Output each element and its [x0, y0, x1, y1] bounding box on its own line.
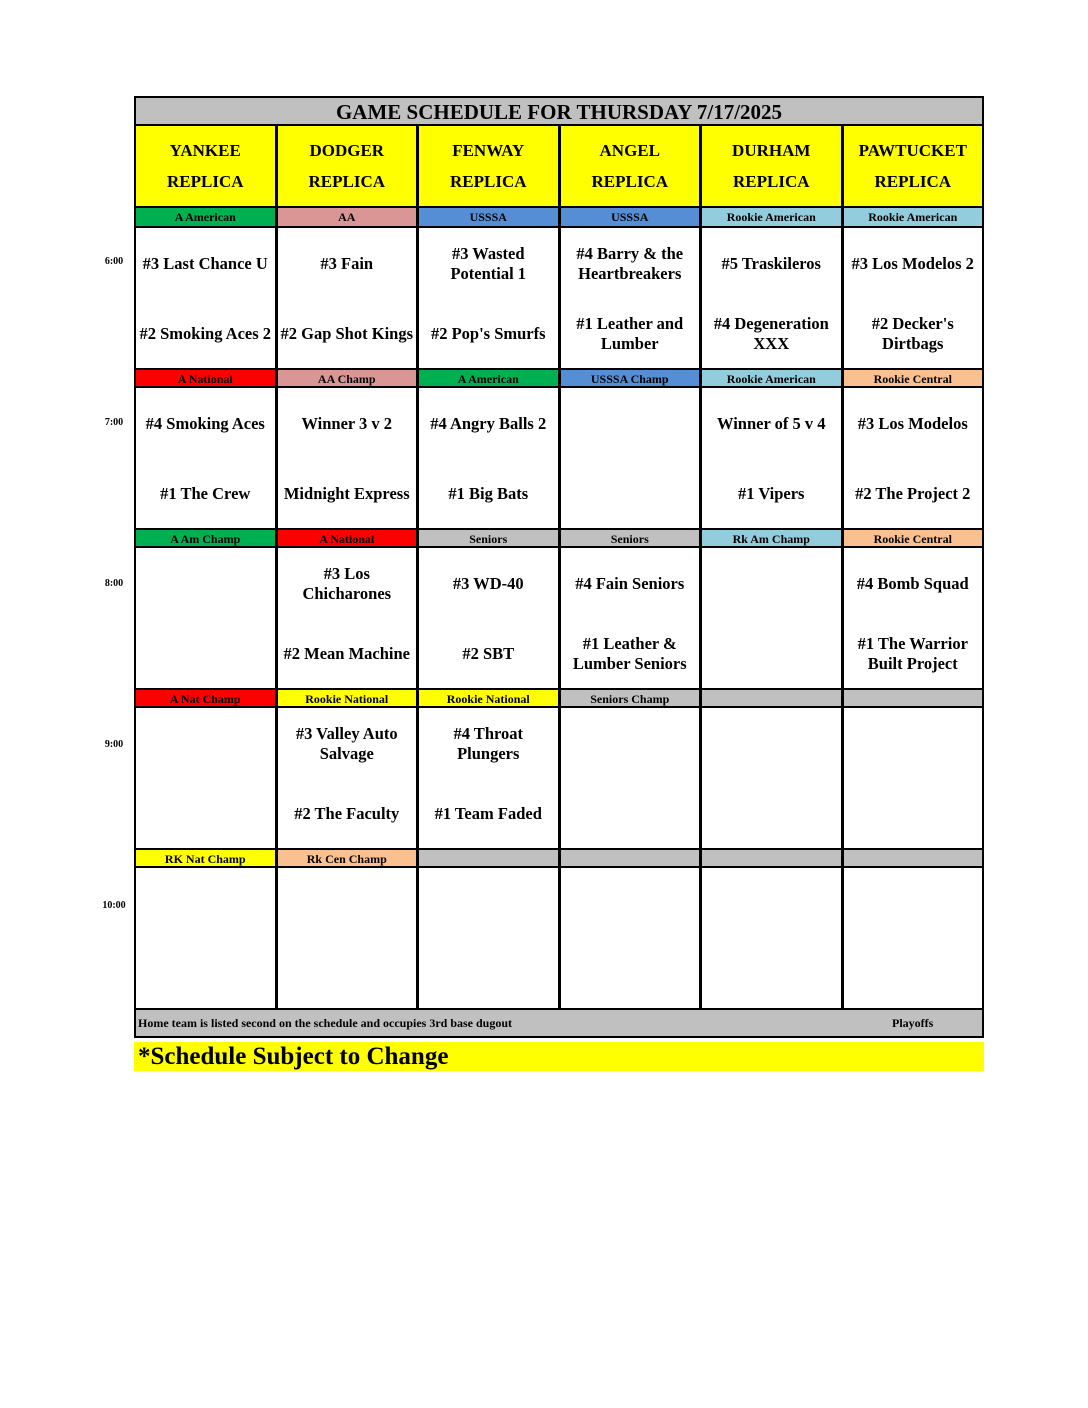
time-label: 7:00 [104, 417, 124, 428]
division-label: Rk Am Champ [702, 530, 844, 546]
away-team: #4 Bomb Squad [856, 574, 969, 593]
division-label: A American [419, 370, 561, 386]
division-label-row [136, 528, 982, 548]
home-team: #2 Smoking Aces 2 [139, 324, 272, 343]
field-subtitle: REPLICA [591, 172, 668, 191]
time-slots [136, 208, 982, 1008]
home-team [704, 792, 839, 836]
home-team: #2 The Project 2 [855, 484, 971, 503]
game-cell [419, 708, 561, 848]
game-cell [844, 868, 983, 1008]
division-label: Rk Cen Champ [278, 850, 420, 866]
away-team: Winner of 5 v 4 [717, 414, 826, 433]
field-header-3 [561, 126, 703, 206]
away-team: Winner 3 v 2 [301, 414, 393, 433]
time-label: 6:00 [104, 256, 124, 267]
home-team [563, 952, 698, 996]
home-team: #2 Pop's Smurfs [430, 324, 546, 343]
games-row [136, 548, 982, 688]
game-cell [702, 708, 844, 848]
field-header-5 [844, 126, 983, 206]
division-label-row [136, 368, 982, 388]
away-team: #3 Los Chicharones [302, 564, 392, 603]
home-team: Midnight Express [283, 484, 410, 503]
home-team [138, 792, 273, 836]
field-subtitle: REPLICA [308, 172, 385, 191]
away-team: #3 WD-40 [452, 574, 524, 593]
home-team: #1 Leather & Lumber Seniors [572, 634, 687, 673]
division-label [561, 850, 703, 866]
game-cell [702, 228, 844, 368]
division-label: AA [278, 208, 420, 226]
division-label-row [136, 688, 982, 708]
field-subtitle: REPLICA [874, 172, 951, 191]
division-label: RK Nat Champ [136, 850, 278, 866]
game-cell [136, 388, 278, 528]
game-cell [844, 388, 983, 528]
game-cell [844, 548, 983, 688]
footer-row [136, 1008, 982, 1036]
away-team [704, 882, 839, 926]
away-team [704, 562, 839, 606]
home-team: #1 Team Faded [434, 804, 542, 823]
home-team: #1 The Crew [160, 484, 251, 503]
games-row [136, 228, 982, 368]
field-name: PAWTUCKET [858, 141, 967, 160]
division-label: A American [136, 208, 278, 226]
field-name: YANKEE [169, 141, 241, 160]
division-label: Seniors Champ [561, 690, 703, 706]
field-subtitle: REPLICA [732, 172, 810, 191]
division-label [844, 690, 983, 706]
home-team [421, 952, 556, 996]
playoffs-legend: Playoffs [892, 1016, 934, 1030]
away-team [563, 882, 698, 926]
division-label: AA Champ [278, 370, 420, 386]
field-name: FENWAY [452, 141, 525, 160]
home-team-note: Home team is listed second on the schedule and occupies 3rd base dugout [138, 1016, 513, 1030]
home-team [138, 632, 273, 676]
home-team: #4 Degeneration XXX [713, 314, 829, 353]
home-team: #2 Decker's Dirtbags [871, 314, 954, 353]
division-label: A Nat Champ [136, 690, 278, 706]
game-cell [419, 868, 561, 1008]
field-header-2 [419, 126, 561, 206]
game-cell [278, 548, 420, 688]
game-cell [702, 868, 844, 1008]
home-team [846, 952, 981, 996]
game-cell [278, 708, 420, 848]
home-team [704, 952, 839, 996]
away-team [138, 882, 273, 926]
division-label: A National [136, 370, 278, 386]
division-label [844, 850, 983, 866]
division-label-row [136, 208, 982, 228]
game-cell [278, 868, 420, 1008]
field-name: ANGEL [599, 141, 660, 160]
away-team [280, 882, 415, 926]
away-team [138, 722, 273, 766]
away-team [704, 722, 839, 766]
division-label: Rookie National [419, 690, 561, 706]
home-team: #1 Vipers [738, 484, 805, 503]
division-label: A Am Champ [136, 530, 278, 546]
schedule-change-note: *Schedule Subject to Change [134, 1042, 984, 1071]
away-team: #4 Smoking Aces [145, 414, 265, 433]
field-name: DODGER [309, 141, 385, 160]
division-label: Rookie Central [844, 370, 983, 386]
home-team: #1 The Warrior Built Project [857, 634, 968, 673]
time-label: 9:00 [104, 739, 124, 750]
field-header-4 [702, 126, 844, 206]
away-team: #3 Los Modelos 2 [851, 254, 974, 273]
time-slot-block [136, 208, 982, 368]
away-team: #3 Last Chance U [142, 254, 268, 273]
game-cell [702, 548, 844, 688]
division-label: Seniors [419, 530, 561, 546]
division-label: Seniors [561, 530, 703, 546]
away-team: #3 Valley Auto Salvage [295, 724, 398, 763]
time-slot-block [136, 368, 982, 528]
game-cell [561, 868, 703, 1008]
away-team: #4 Barry & the Heartbreakers [576, 244, 684, 283]
game-cell [136, 708, 278, 848]
division-label [702, 850, 844, 866]
game-cell [278, 228, 420, 368]
game-cell [136, 548, 278, 688]
away-team [563, 402, 698, 446]
away-team [846, 722, 981, 766]
division-label: Rookie American [844, 208, 983, 226]
away-team: #4 Fain Seniors [575, 574, 685, 593]
field-header-row [136, 126, 982, 208]
field-subtitle: REPLICA [449, 172, 527, 191]
game-cell [561, 708, 703, 848]
time-slot-block [136, 848, 982, 1008]
time-slot-block [136, 688, 982, 848]
home-team [138, 952, 273, 996]
division-label: Rookie American [702, 370, 844, 386]
game-cell [419, 228, 561, 368]
schedule-table [134, 96, 984, 1038]
division-label: Rookie American [702, 208, 844, 226]
home-team: #2 Mean Machine [283, 644, 410, 663]
game-cell [844, 228, 983, 368]
game-cell [561, 548, 703, 688]
games-row [136, 388, 982, 528]
field-header-0 [136, 126, 278, 206]
field-subtitle: REPLICA [166, 172, 244, 191]
home-team: #2 Gap Shot Kings [280, 324, 413, 343]
division-label-row [136, 848, 982, 868]
away-team [421, 882, 556, 926]
home-team: #2 SBT [462, 644, 515, 663]
game-cell [844, 708, 983, 848]
game-cell [136, 228, 278, 368]
division-label: USSSA [419, 208, 561, 226]
home-team [563, 472, 698, 516]
game-cell [136, 868, 278, 1008]
home-team: #1 Leather and Lumber [576, 314, 684, 353]
away-team: #4 Angry Balls 2 [430, 414, 547, 433]
division-label: Rookie National [278, 690, 420, 706]
field-header-1 [278, 126, 420, 206]
division-label: Rookie Central [844, 530, 983, 546]
away-team [138, 562, 273, 606]
away-team [563, 722, 698, 766]
game-cell [561, 228, 703, 368]
game-cell [561, 388, 703, 528]
game-cell [702, 388, 844, 528]
division-label: USSSA [561, 208, 703, 226]
game-cell [419, 388, 561, 528]
home-team [280, 952, 415, 996]
away-team: #3 Fain [320, 254, 374, 273]
field-name: DURHAM [732, 141, 811, 160]
games-row [136, 868, 982, 1008]
away-team: #4 Throat Plungers [453, 724, 524, 763]
away-team: #3 Los Modelos [857, 414, 968, 433]
games-row [136, 708, 982, 848]
game-cell [278, 388, 420, 528]
home-team [846, 792, 981, 836]
game-cell [419, 548, 561, 688]
time-slot-block [136, 528, 982, 688]
division-label: A National [278, 530, 420, 546]
away-team [846, 882, 981, 926]
home-team: #1 Big Bats [448, 484, 529, 503]
schedule-title: GAME SCHEDULE FOR THURSDAY 7/17/2025 [136, 98, 982, 126]
home-team [704, 632, 839, 676]
away-team: #3 Wasted Potential 1 [450, 244, 527, 283]
home-team [563, 792, 698, 836]
time-label: 8:00 [104, 578, 124, 589]
home-team: #2 The Faculty [294, 804, 400, 823]
time-label: 10:00 [102, 900, 126, 911]
away-team: #5 Traskileros [721, 254, 821, 273]
division-label: USSSA Champ [561, 370, 703, 386]
division-label [702, 690, 844, 706]
division-label [419, 850, 561, 866]
